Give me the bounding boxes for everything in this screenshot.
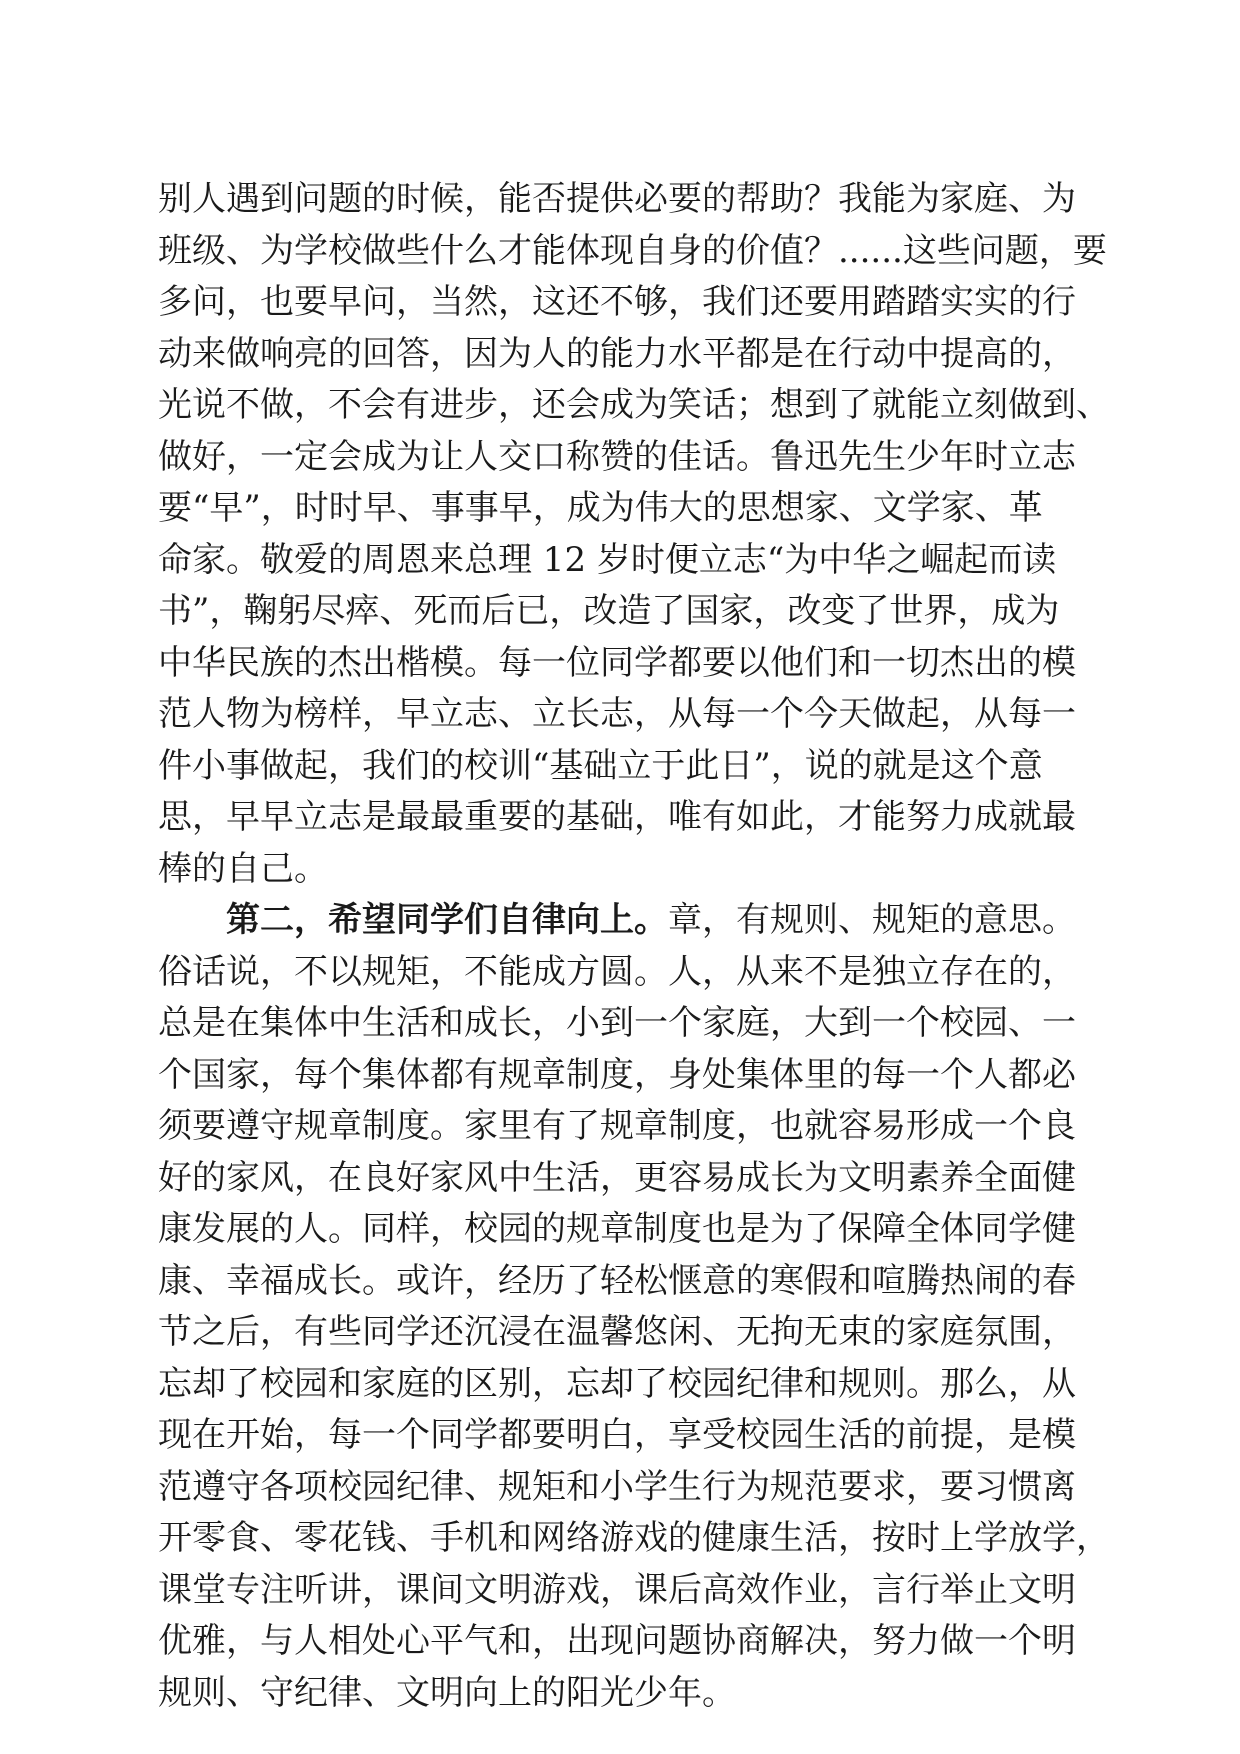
text-line: 动来做响亮的回答，因为人的能力水平都是在行动中提高的， <box>158 333 1076 374</box>
text-line: 班级、为学校做些什么才能体现自身的价值？......这些问题，要 <box>158 230 1107 271</box>
text-line: 做好，一定会成为让人交口称赞的佳话。鲁迅先生少年时立志 <box>158 436 1076 477</box>
paragraph-2-first-line <box>158 895 1118 947</box>
text-line: 个国家，每个集体都有规章制度，身处集体里的每一个人都必 <box>158 1054 1076 1095</box>
text-line: 忘却了校园和家庭的区别，忘却了校园纪律和规则。那么，从 <box>158 1363 1076 1404</box>
text-line: 俗话说，不以规矩，不能成方圆。人，从来不是独立存在的， <box>158 951 1076 992</box>
text-line: 件小事做起，我们的校训“基础立于此日”，说的就是这个意 <box>158 745 1043 786</box>
text-line: 规则、守纪律、文明向上的阳光少年。 <box>158 1672 736 1713</box>
text-line: 命家。敬爱的周恩来总理 12 岁时便立志“为中华之崛起而读 <box>158 539 1057 580</box>
paragraph-2 <box>158 895 1118 1719</box>
text-line: 范人物为榜样，早立志、立长志，从每一个今天做起，从每一 <box>158 694 1076 734</box>
text-line: 总是在集体中生活和成长，小到一个家庭，大到一个校园、一 <box>158 1003 1076 1043</box>
text-line: 多问，也要早问，当然，这还不够，我们还要用踏踏实实的行 <box>158 282 1076 322</box>
text-line: 书”，鞠躬尽瘁、死而后已，改造了国家，改变了世界，成为 <box>158 591 1060 631</box>
text-line: 光说不做，不会有进步，还会成为笑话；想到了就能立刻做到、 <box>158 385 1110 425</box>
text-line: 现在开始，每一个同学都要明白，享受校园生活的前提，是模 <box>158 1415 1076 1455</box>
text-line: 节之后，有些同学还沉浸在温馨悠闲、无拘无束的家庭氛围， <box>158 1312 1076 1352</box>
text-line: 棒的自己。 <box>158 848 328 889</box>
text-line: 好的家风，在良好家风中生活，更容易成长为文明素养全面健 <box>158 1157 1076 1198</box>
text-line: 康发展的人。同样，校园的规章制度也是为了保障全体同学健 <box>158 1209 1076 1249</box>
text-line: 要“早”，时时早、事事早，成为伟大的思想家、文学家、革 <box>158 488 1043 528</box>
text-line: 须要遵守规章制度。家里有了规章制度，也就容易形成一个良 <box>158 1106 1076 1146</box>
text-line: 中华民族的杰出楷模。每一位同学都要以他们和一切杰出的模 <box>158 642 1076 683</box>
text-run: 章，有规则、规矩的意思。 <box>668 900 1076 940</box>
text-line: 开零食、零花钱、手机和网络游戏的健康生活，按时上学放学， <box>158 1518 1110 1558</box>
text-line: 范遵守各项校园纪律、规矩和小学生行为规范要求，要习惯离 <box>158 1466 1076 1507</box>
body-text <box>158 174 1118 1719</box>
text-line: 优雅，与人相处心平气和，出现问题协商解决，努力做一个明 <box>158 1621 1076 1661</box>
paragraph-1 <box>158 174 1118 895</box>
section-heading: 第二，希望同学们自律向上。 <box>226 900 668 940</box>
text-line: 课堂专注听讲，课间文明游戏，课后高效作业，言行举止文明 <box>158 1569 1076 1610</box>
text-line: 康、幸福成长。或许，经历了轻松惬意的寒假和喧腾热闹的春 <box>158 1260 1076 1301</box>
text-line: 别人遇到问题的时候，能否提供必要的帮助？我能为家庭、为 <box>158 179 1076 219</box>
text-line: 思，早早立志是最最重要的基础，唯有如此，才能努力成就最 <box>158 797 1076 837</box>
